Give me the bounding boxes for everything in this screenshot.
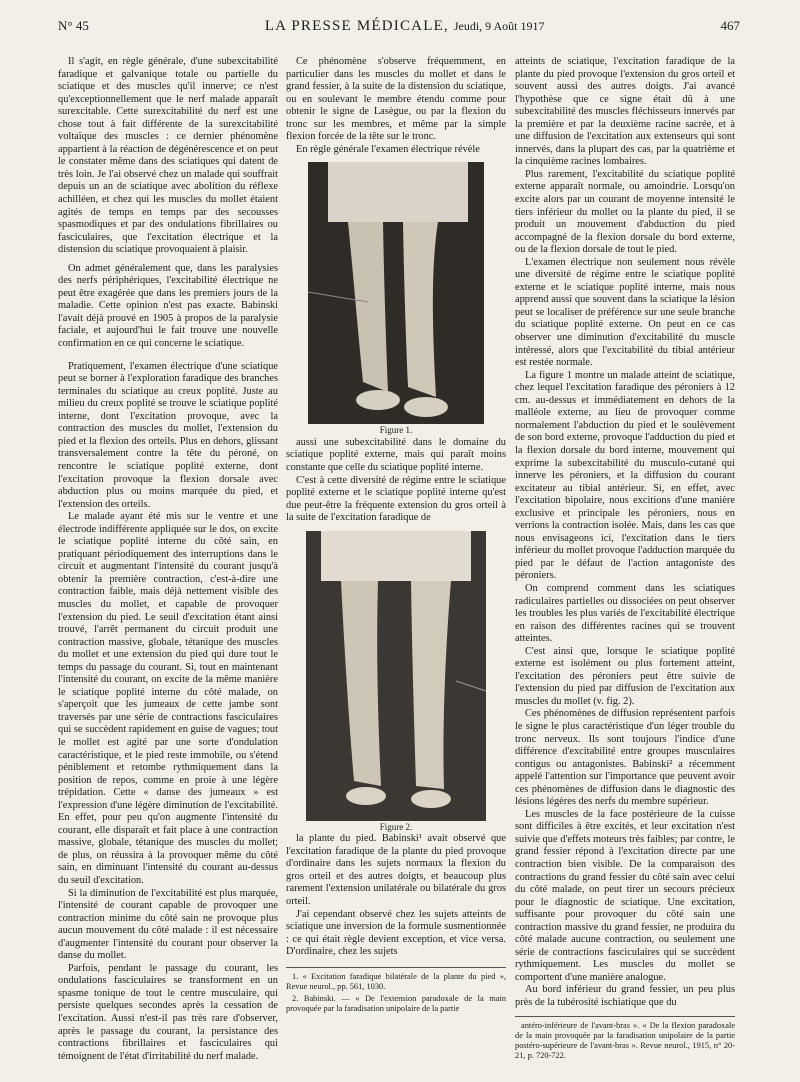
journal-name: LA PRESSE MÉDICALE, <box>264 18 449 34</box>
journal-title <box>265 18 545 35</box>
paragraph: atteints de sciatique, l'excitation faradique de la plante du pied provoque l'extension du gros orteil et souvent aussi des autres doigts. J'ai avancé l'hypothèse que ce signe était dû à une subexcitabilité des muscles fléchisseurs innervés par la première et par la deuxième racine sacrée, et à une diffusion de l'excitation aux extenseurs qui sont innervés, dans la plupart des cas, par la quatrième et la cinquième racines lombaires. <box>515 56 735 168</box>
column-3 <box>515 56 735 1060</box>
paragraph: Le malade ayant été mis sur le ventre et une électrode indifférente appliquée sur le dos, on excite le sciatique poplité interne du côté sain, en pratiquant périodiquement des interruptions dans le circuit et augmentant l'intensité du courant jusqu'à obtenir la première contraction, c'est-à-dire une contraction faible, mais déjà nettement visible des muscles du mollet, et capable de provoquer l'extension du pied. Le seuil d'excitation étant ainsi trouvé, l'arrêt permanent du circuit produit une contraction massive, globale, tétanique des muscles du mollet et une extension du pied qui dure tout le temps du passage du courant. Si, tout en maintenant l'intensité du courant, on excite de la même manière le sciatique poplité interne du côté malade, on s'aperçoit que les jumeaux de cette jambe sont traversés par une série de contractions fasciculaires qui se succèdent rapidement en guise de vagues; tout le mollet est agité par une sorte d'ondulation caractéristique, et le pied reste immobile, ou s'étend péniblement et retombe rythmiquement dans la position de repos, comme en proie à une légère trépidation. Cette « danse des jumeaux » est l'expression d'une légère diminution de l'excitabilité. En effet, pour peu qu'on augmente l'intensité du courant, elle disparaît et fait place à une contraction massive, globale, tétanique des muscles du mollet; de plus, on réussira à la provoquer même du côté sain, en diminuant l'intensité du courant au-dessus du seuil d'excitation. <box>58 511 278 886</box>
paragraph: la plante du pied. Babinski¹ avait observé que l'excitation faradique de la plante du pied provoque d'ordinaire dans les sujets normaux la flexion du gros orteil et des autres doigts, et beaucoup plus rarement l'extension unilatérale ou bilatérale du gros orteil. <box>286 833 506 908</box>
paragraph: Si la diminution de l'excitabilité est plus marquée, l'intensité de courant capable de provoquer une contraction minime du côté sain ne provoque plus aucun mouvement du côté malade : il est nécessaire d'augmenter l'intensité du courant pour observer la danse du mollet. <box>58 887 278 962</box>
paragraph: On comprend comment dans les sciatiques radiculaires partielles ou dissociées on peut observer les troubles les plus variés de l'excitabilité électrique en raison des différentes racines qui se trouvent atteintes. <box>515 582 735 645</box>
footnote: antéro-inférieure de l'avant-bras ». « De la flexion paradoxale de la main provoquée par la faradisation unipolaire de la partie postéro-supérieure de l'avant-bras ». Revue neurol., 1915, n° 20-21, p. 720-722. <box>515 1020 735 1060</box>
footnotes <box>286 967 506 1014</box>
column-1 <box>58 56 278 1062</box>
figure-1-illustration <box>308 162 484 424</box>
page-number: 467 <box>720 18 740 33</box>
footnotes <box>515 1016 735 1061</box>
paragraph: Pratiquement, l'examen électrique d'une sciatique peut se borner à l'exploration faradique des branches terminales du sciatique au creux poplité. Juste au milieu du creux poplité se trouve le sciatique poplité interne, dont l'excitation provoque, avec la contraction des muscles du mollet, l'extension du pied et la flexion des orteils. Plus en dehors, glissant transversalement contre la tête du péroné, on rencontre le sciatique poplité externe, dont l'excitation provoque la flexion dorsale avec abduction plus ou moins marquée du pied, et l'extension des orteils. <box>58 360 278 510</box>
column-2 <box>286 56 506 1056</box>
paragraph: L'examen électrique non seulement nous révèle une diversité de régime entre le sciatique poplité externe et le sciatique poplité interne, mais nous apprend aussi que souvent dans la sciatique la lésion peut se localiser de préférence sur une seule branche du sciatique poplité externe. On peut en ce cas observer une diminution d'excitabilité du muscle intéressé, alors que l'excitabilité du tibial antérieur est restée normale. <box>515 256 735 369</box>
paragraph: Il s'agit, en règle générale, d'une subexcitabilité faradique et galvanique totale ou partielle du sciatique et des muscles qu'il innerve; ce n'est qu'exceptionnellement que le nerf malade apparaît surexcitable. Cette surexcitabilité du nerf est une chose tout à fait différente de la surexcitabilité voltaïque des muscles : ce dernier phénomène appartient à la réaction de dégénérescence et on peut le constater même dans des sciatiques qui datent de très loin. Je l'ai observé chez un malade qui souffrait depuis un an de sciatique avec abolition du réflexe achilléen, et chez qui les muscles du mollet étaient agités de temps en temps par des secousses spasmodiques et par des ondulations fibrillaires ou fasciculaires, que l'excitation électrique et la distension du sciatique provoquaient à plaisir. <box>58 56 278 256</box>
paragraph: En règle générale l'examen électrique révèle <box>296 143 480 155</box>
figure-1-photo <box>308 162 484 424</box>
issue-number: N° 45 <box>58 18 89 33</box>
figure-1-caption: Figure 1. <box>379 425 413 436</box>
figure-2-caption: Figure 2. <box>379 821 413 832</box>
paragraph: aussi une subexcitabilité dans le domaine du sciatique poplité externe, mais qui paraît moins constante que celle du sciatique poplité interne. <box>286 436 506 474</box>
paragraph: Parfois, pendant le passage du courant, les ondulations fasciculaires se transforment en un spasme tonique de tout le centre musculaire, qui persiste quelques secondes après la cessation de l'excitation. Aussi n'est-il pas très rare d'observer, après le passage du courant, la persistance des contractions fibrillaires et fasciculaires qui témoignent de l'état d'irritabilité du nerf malade. <box>58 962 278 1062</box>
footnote: 2. Babinski. — « De l'extension paradoxale de la main provoquée par la faradisation unipolaire de la partie <box>286 993 506 1013</box>
footnote: 1. « Excitation faradique bilatérale de la plante du pied », Revue neurol., pp. 561, 1030. <box>286 971 506 991</box>
page-header <box>58 18 740 40</box>
paragraph: La figure 1 montre un malade atteint de sciatique, chez lequel l'excitation faradique des péroniers à 12 cm. au-dessus et immédiatement en dehors de la malléole externe, au lieu de provoquer comme normalement l'abduction du pied et le soulèvement de son bord externe, provoque l'adduction du pied et la flexion dorsale du bord interne, mouvement qui exprime la subexcitabilité du musculo-cutané qui innerve les péroniers, et la diffusion du courant excitateur au tibial antérieur. Si, en effet, avec l'excitation bipolaire, nous excitions d'une manière exclusive et principale les péroniers, nous en verrions la contraction isolée. Mais, dans les cas que nous envisageons ici, l'excitation dans le tiers inférieur du mollet provoque l'adduction marquée du pied par le défaut de l'action antagoniste des péroniers. <box>515 369 735 582</box>
figure-2-photo <box>306 531 486 821</box>
paragraph: Ces phénomènes de diffusion représentent parfois le signe le plus caractéristique d'un léger trouble du tronc nerveux. Ils sont toujours l'indice d'une différence d'excitabilité entre groupes musculaires contigus ou antagonistes. Babinski² a récemment appelé l'attention sur l'importance que peuvent avoir ces phénomènes de diffusion dans le diagnostic des lésions légères des nerfs du membre supérieur. <box>515 708 735 808</box>
paragraph: Plus rarement, l'excitabilité du sciatique poplité externe apparaît normale, ou amoindrie. Lorsqu'on excite alors par un courant de moyenne intensité le tiers inférieur du mollet ou la plante du pied, il se produit un mouvement d'abduction du pied accompagné de la flexion dorsale du bord externe, ou de la flexion dorsale de tout le pied. <box>515 168 735 256</box>
paragraph: J'ai cependant observé chez les sujets atteints de sciatique une inversion de la formule susmentionnée : ce qui était règle devient exception, et vice versa. D'ordinaire, chez les sujets <box>286 908 506 958</box>
paragraph: Les muscles de la face postérieure de la cuisse sont difficiles à être excités, et leur excitation n'est suivie que d'effets moteurs très faibles; par contre, le grand fessier répond à l'excitation directe par une contraction bien visible. De la comparaison des contractions du grand fessier du côté sain avec celui du côté malade, on peut tirer un secours précieux pour le diagnostic de sciatique. Une excitation, suffisante pour provoquer du côté sain une contraction massive du grand fessier, ne produira du côté malade aucune contraction, ou seulement une série de contractions fasciculaires qui se succèdent rythmiquement. Les muscles du mollet se comportent d'une manière analogue. <box>515 808 735 983</box>
paragraph: On admet généralement que, dans les paralysies des nerfs périphériques, l'excitabilité électrique ne peut être exagérée que dans les premiers jours de la maladie. Cette opinion n'est pas exacte. Babinski l'avait déjà prouvé en 1905 à propos de la paralysie faciale, et aujourd'hui le fait trouve une nouvelle confirmation en ce qui concerne le sciatique. <box>58 262 278 350</box>
issue-date: Jeudi, 9 Août 1917 <box>453 19 545 33</box>
paragraph: C'est ainsi que, lorsque le sciatique poplité externe est isolément ou plus fortement atteint, l'excitation des péroniers peut être suivie de l'extension du pied par diffusion de l'excitation aux muscles du mollet (v. fig. 2). <box>515 645 735 707</box>
paragraph: Ce phénomène s'observe fréquemment, en particulier dans les muscles du mollet et dans le grand fessier, à la suite de la distension du sciatique, ou en soulevant le membre étendu comme pour obtenir le signe de Lasègue, ou par la flexion du tronc sur les membres, et même par la simple flexion forcée de la tête sur le tronc. <box>286 56 506 143</box>
figure-2-illustration <box>306 531 486 821</box>
paragraph: C'est à cette diversité de régime entre le sciatique poplité externe et le sciatique poplité interne qu'est due peut-être la fréquente extension du gros orteil à la suite de l'excitation faradique de <box>286 474 506 524</box>
paragraph: Au bord inférieur du grand fessier, un peu plus près de la tubérosité ischiatique que du <box>515 984 735 1009</box>
